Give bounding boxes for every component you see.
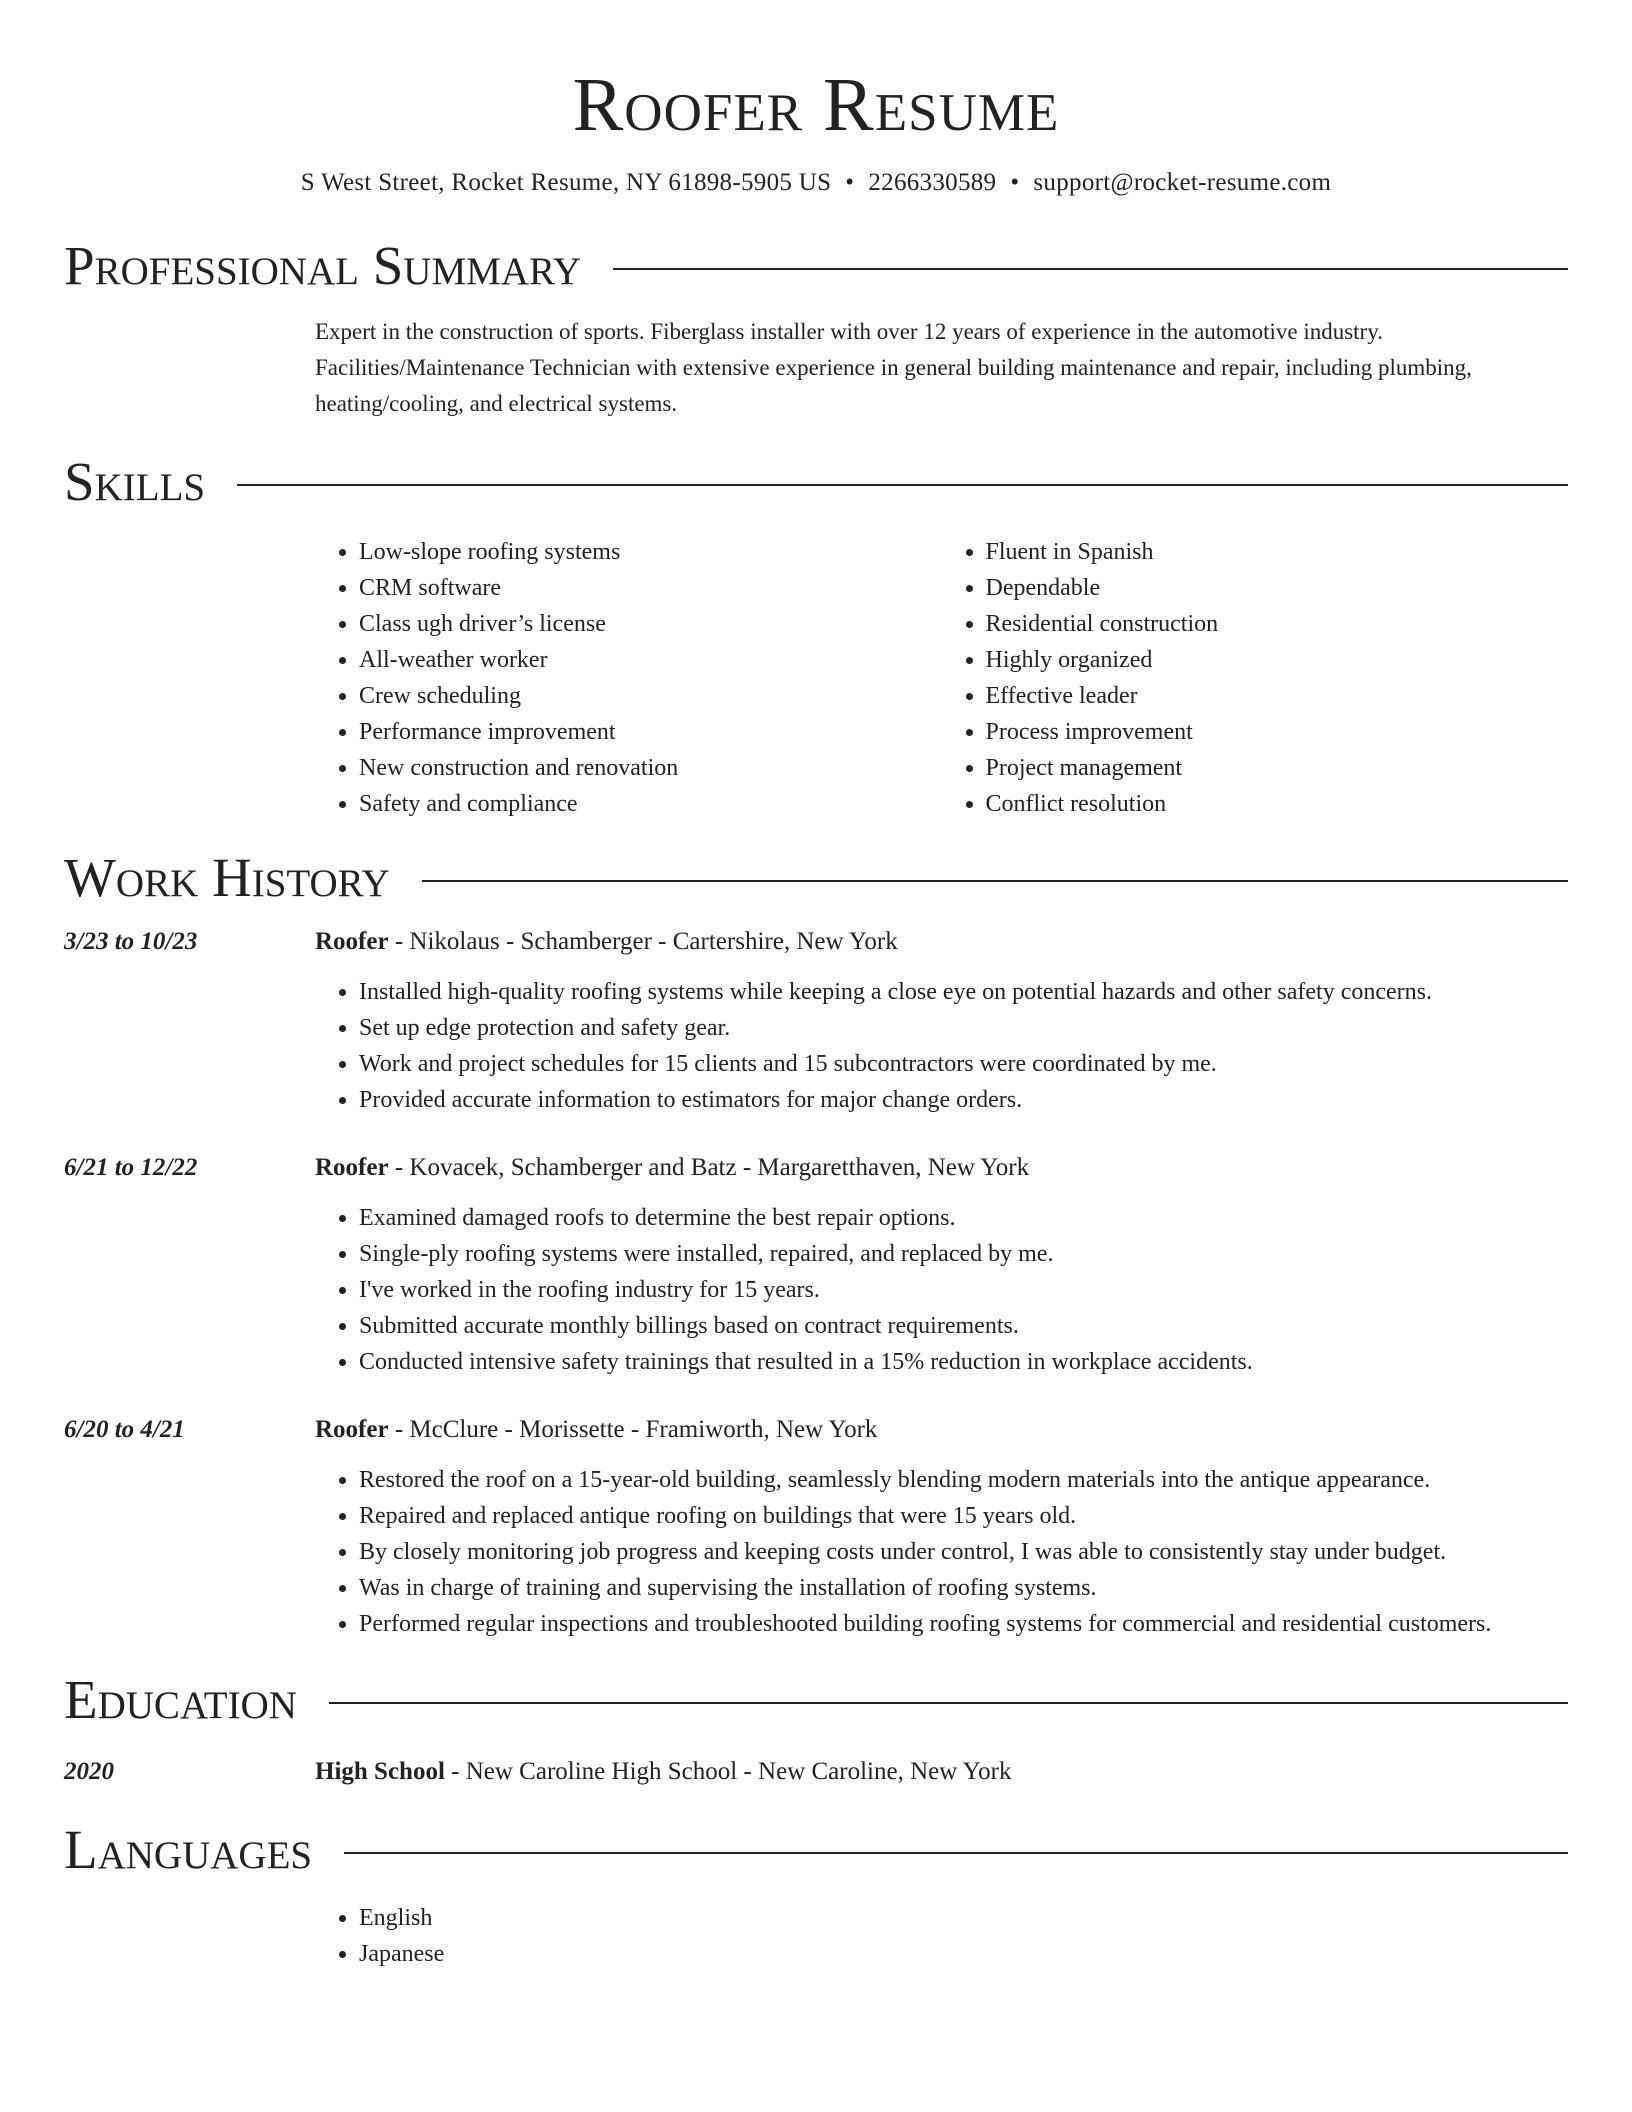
- skills-section-header: [64, 450, 1568, 514]
- job-entry: [64, 1412, 1568, 1642]
- education-school: - New Caroline High School - New Caroline, New York: [444, 1758, 1012, 1785]
- language-item: • English: [359, 1900, 1568, 1936]
- contact-email: support@rocket-resume.com: [1033, 169, 1332, 196]
- contact-line: [64, 166, 1568, 200]
- skill-item: • Dependable: [986, 570, 1569, 606]
- skill-item: • Project management: [986, 750, 1569, 786]
- skill-item: • Performance improvement: [359, 714, 942, 750]
- contact-separator: •: [845, 169, 855, 196]
- section-divider: [613, 268, 1568, 270]
- job-dates: 3/23 to 10/23: [64, 928, 198, 955]
- job-line: [315, 1412, 877, 1448]
- job-entry: [64, 1150, 1568, 1380]
- skill-item: • Process improvement: [986, 714, 1569, 750]
- job-employer: - Nikolaus - Schamberger - Cartershire, New York: [388, 928, 898, 955]
- section-divider: [329, 1702, 1568, 1704]
- skills-columns: [315, 534, 1568, 822]
- section-divider: [344, 1852, 1568, 1854]
- job-entry: [64, 924, 1568, 1118]
- job-bullets: [315, 1462, 1568, 1642]
- languages-heading: Languages: [64, 1819, 313, 1880]
- skill-item: • Highly organized: [986, 642, 1569, 678]
- skill-item: • Conflict resolution: [986, 786, 1569, 822]
- job-header: [64, 924, 1568, 960]
- job-bullet: • Submitted accurate monthly billings based on contract requirements.: [359, 1308, 1568, 1344]
- skill-item: • Safety and compliance: [359, 786, 942, 822]
- education-heading: Education: [64, 1669, 297, 1730]
- job-bullet: • By closely monitoring job progress and keeping costs under control, I was able to consistently stay under budget.: [359, 1534, 1568, 1570]
- job-title: Roofer: [315, 928, 389, 955]
- work-heading: Work History: [64, 847, 390, 908]
- summary-text: Expert in the construction of sports. Fiberglass installer with over 12 years of experience in the automotive industry. Facilities/Maintenance Technician with extensive experience in general building maintenance and repair, including plumbing, heating/cooling, and electrical systems.: [315, 319, 1472, 416]
- skill-item: • Crew scheduling: [359, 678, 942, 714]
- skills-list-left: [315, 534, 942, 822]
- education-degree: High School: [315, 1758, 445, 1785]
- language-item: • Japanese: [359, 1936, 1568, 1972]
- contact-address: S West Street, Rocket Resume, NY 61898-5905 US: [300, 169, 832, 196]
- job-employer: - Kovacek, Schamberger and Batz - Margaretthaven, New York: [388, 1154, 1030, 1181]
- skills-list-right: [942, 534, 1569, 822]
- languages-section-header: [64, 1818, 1568, 1882]
- skill-item: • Effective leader: [986, 678, 1569, 714]
- job-header: [64, 1150, 1568, 1186]
- job-bullets: [315, 1200, 1568, 1380]
- contact-phone: 2266330589: [868, 169, 997, 196]
- education-line: [315, 1754, 1011, 1790]
- job-bullet: • Was in charge of training and supervising the installation of roofing systems.: [359, 1570, 1568, 1606]
- job-bullet: • Single-ply roofing systems were installed, repaired, and replaced by me.: [359, 1236, 1568, 1272]
- job-title: Roofer: [315, 1154, 389, 1181]
- work-section-header: [64, 846, 1568, 910]
- job-bullets: [315, 974, 1568, 1118]
- job-header: [64, 1412, 1568, 1448]
- skill-item: • Residential construction: [986, 606, 1569, 642]
- job-bullet: • Restored the roof on a 15-year-old building, seamlessly blending modern materials into the antique appearance.: [359, 1462, 1568, 1498]
- job-bullet: • Provided accurate information to estimators for major change orders.: [359, 1082, 1568, 1118]
- summary-section-header: [64, 234, 1568, 298]
- job-bullet: • Set up edge protection and safety gear.: [359, 1010, 1568, 1046]
- job-bullet: • Examined damaged roofs to determine the best repair options.: [359, 1200, 1568, 1236]
- job-bullet: • Conducted intensive safety trainings that resulted in a 15% reduction in workplace accidents.: [359, 1344, 1568, 1380]
- education-entry: [64, 1754, 1568, 1790]
- summary-heading: Professional Summary: [64, 235, 582, 296]
- education-year: 2020: [64, 1758, 114, 1785]
- section-divider: [422, 880, 1568, 882]
- job-dates: 6/21 to 12/22: [64, 1154, 198, 1181]
- job-bullet: • Installed high-quality roofing systems while keeping a close eye on potential hazards and other safety concerns.: [359, 974, 1568, 1010]
- skill-item: • Class ugh driver’s license: [359, 606, 942, 642]
- job-line: [315, 1150, 1029, 1186]
- job-dates: 6/20 to 4/21: [64, 1416, 185, 1443]
- section-divider: [237, 484, 1568, 486]
- skill-item: • Fluent in Spanish: [986, 534, 1569, 570]
- education-section-header: [64, 1668, 1568, 1732]
- skill-item: • CRM software: [359, 570, 942, 606]
- job-bullet: • Performed regular inspections and troubleshooted building roofing systems for commercial and residential customers.: [359, 1606, 1568, 1642]
- resume-title: Roofer Resume: [572, 63, 1060, 147]
- job-line: [315, 924, 898, 960]
- job-bullet: • I've worked in the roofing industry for 15 years.: [359, 1272, 1568, 1308]
- contact-separator: •: [1010, 169, 1020, 196]
- job-bullet: • Work and project schedules for 15 clients and 15 subcontractors were coordinated by me.: [359, 1046, 1568, 1082]
- skill-item: • All-weather worker: [359, 642, 942, 678]
- skill-item: • Low-slope roofing systems: [359, 534, 942, 570]
- job-employer: - McClure - Morissette - Framiworth, New York: [388, 1416, 878, 1443]
- job-bullet: • Repaired and replaced antique roofing on buildings that were 15 years old.: [359, 1498, 1568, 1534]
- job-title: Roofer: [315, 1416, 389, 1443]
- skill-item: • New construction and renovation: [359, 750, 942, 786]
- skills-heading: Skills: [64, 451, 206, 512]
- languages-list: [315, 1900, 1568, 1972]
